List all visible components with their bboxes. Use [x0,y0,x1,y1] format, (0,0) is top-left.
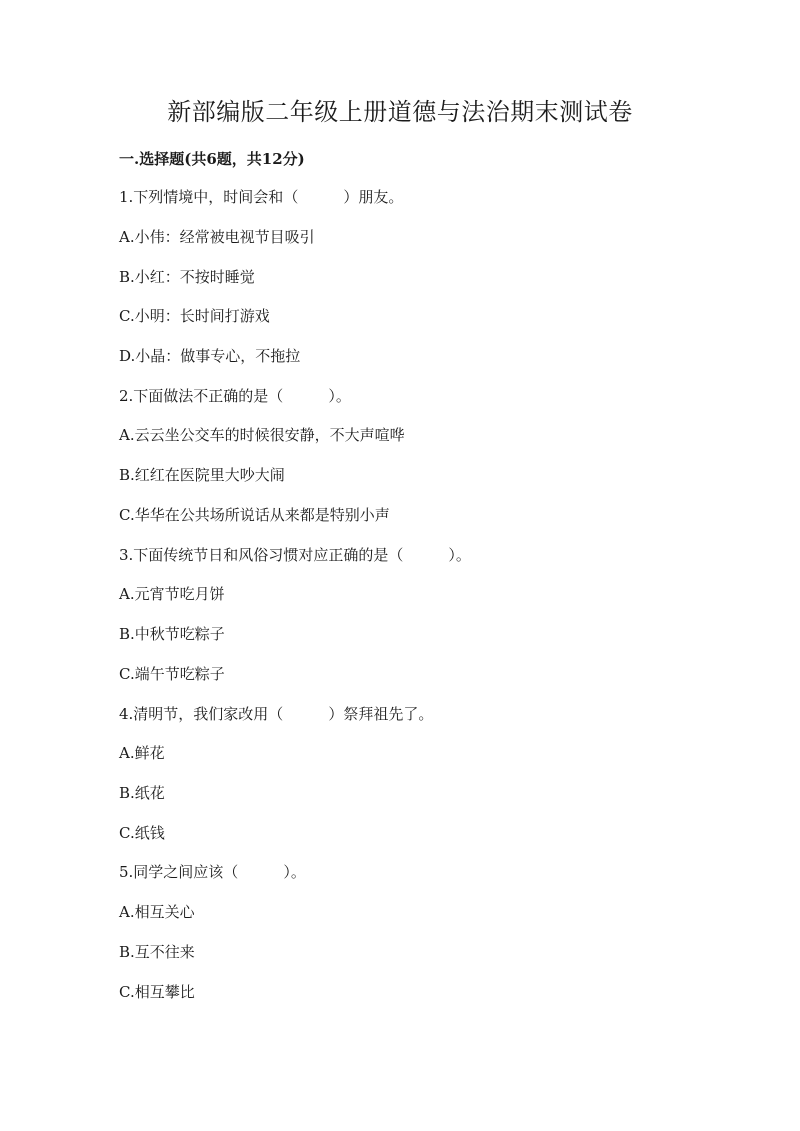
question-2-option-c: C.华华在公共场所说话从来都是特别小声 [119,506,390,524]
question-4-option-a: A.鲜花 [119,744,165,762]
question-1-option-c: C.小明：长时间打游戏 [119,307,270,325]
question-1-stem: 1.下列情境中，时间会和（ ）朋友。 [119,188,404,206]
question-5-option-b: B.互不往来 [119,943,195,961]
question-5-option-c: C.相互攀比 [119,983,195,1001]
question-3-option-c: C.端午节吃粽子 [119,665,225,683]
question-1-option-d: D.小晶：做事专心，不拖拉 [119,347,301,365]
question-3-option-b: B.中秋节吃粽子 [119,625,225,643]
question-1-option-a: A.小伟：经常被电视节目吸引 [119,228,315,246]
question-5-option-a: A.相互关心 [119,903,195,921]
question-1-option-b: B.小红：不按时睡觉 [119,268,255,286]
question-4-option-b: B.纸花 [119,784,165,802]
page-title: 新部编版二年级上册道德与法治期末测试卷 [167,98,633,126]
question-3-option-a: A.元宵节吃月饼 [119,585,225,603]
section-heading: 一.选择题(共6题，共12分) [119,150,305,168]
question-2-stem: 2.下面做法不正确的是（ ）。 [119,387,351,405]
question-5-stem: 5.同学之间应该（ ）。 [119,863,306,881]
question-2-option-b: B.红红在医院里大吵大闹 [119,466,285,484]
question-2-option-a: A.云云坐公交车的时候很安静，不大声喧哗 [119,426,405,444]
question-3-stem: 3.下面传统节日和风俗习惯对应正确的是（ ）。 [119,546,471,564]
question-4-option-c: C.纸钱 [119,824,165,842]
question-4-stem: 4.清明节，我们家改用（ ）祭拜祖先了。 [119,705,434,723]
